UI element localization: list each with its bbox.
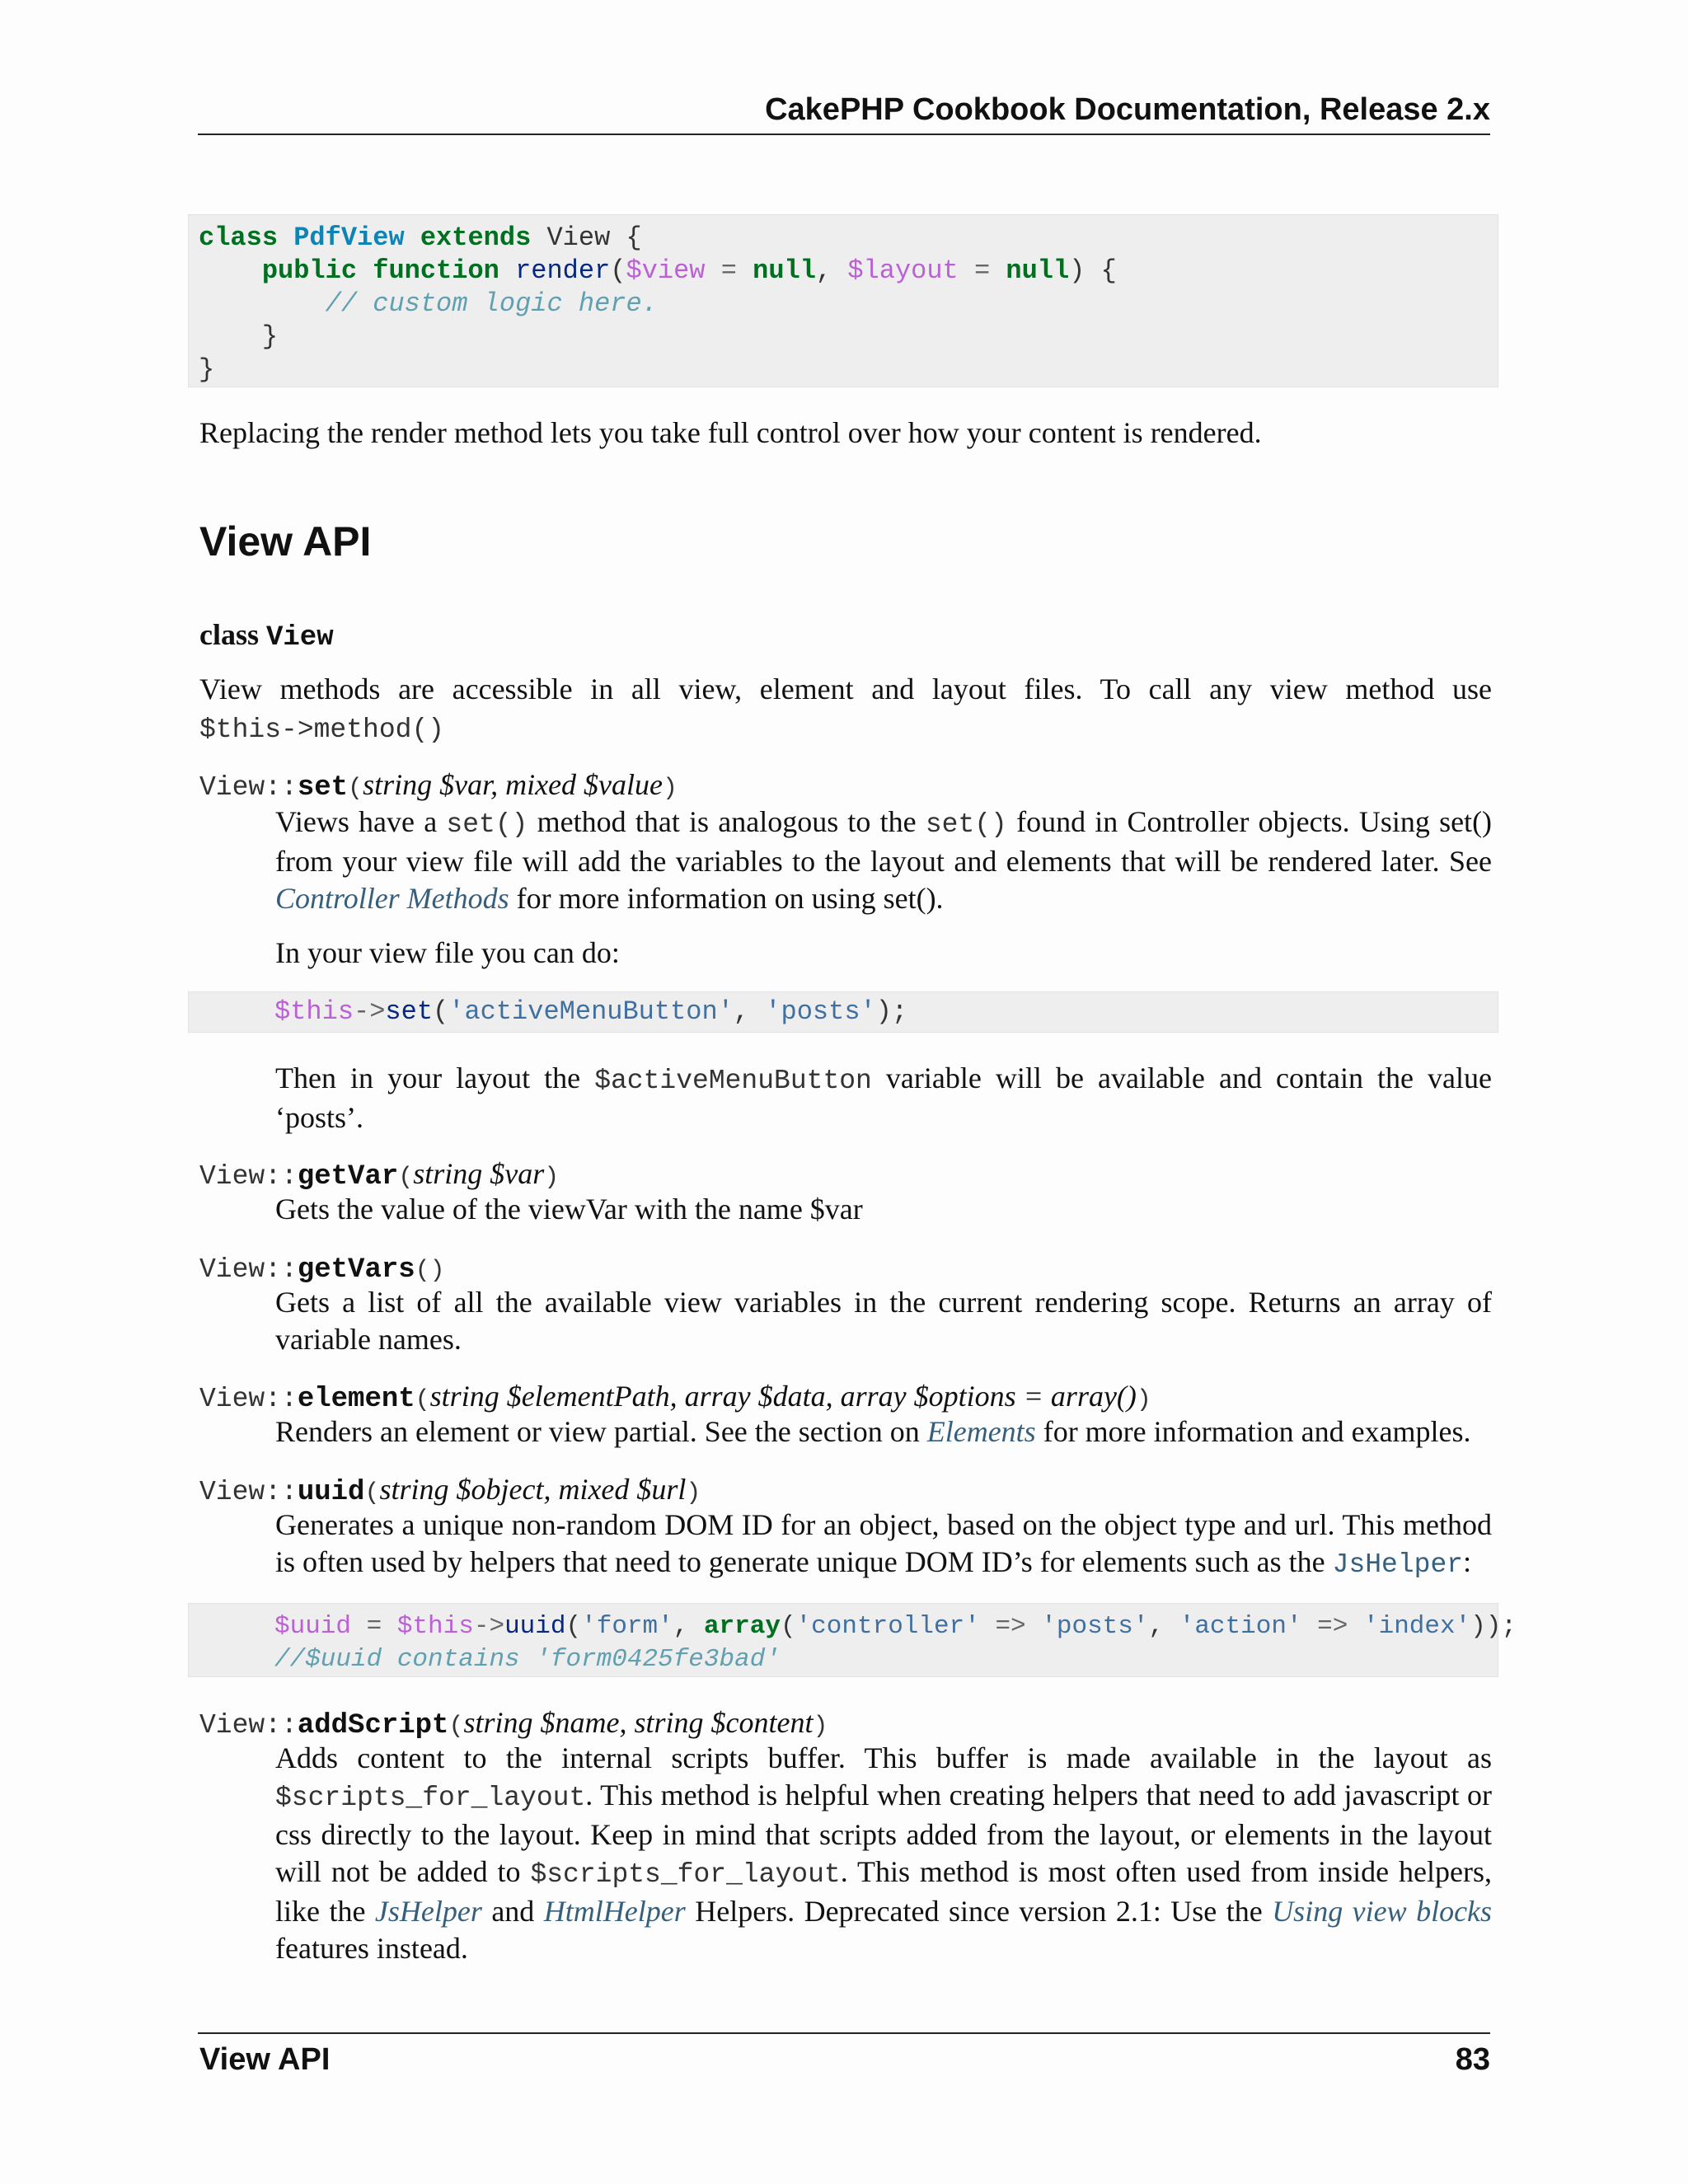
header-rule bbox=[198, 134, 1490, 135]
getvars-description: Gets a list of all the available view variables in the current rendering scope. Returns an array of variable names. bbox=[275, 1286, 1492, 1356]
footer-section-title: View API bbox=[199, 2042, 331, 2077]
paren: ( bbox=[398, 1164, 414, 1192]
code-token: 'controller' bbox=[795, 1612, 980, 1641]
class-prefix: View:: bbox=[199, 1161, 298, 1192]
paren: ( bbox=[415, 1386, 430, 1414]
code-token: $this bbox=[396, 1612, 474, 1641]
text: and bbox=[491, 1895, 535, 1928]
method-args: string $name, string $content bbox=[463, 1706, 814, 1739]
method-name: addScript bbox=[297, 1710, 449, 1741]
code-token: 'activeMenuButton' bbox=[448, 996, 734, 1027]
code-token: ( bbox=[433, 996, 449, 1027]
code-token: = bbox=[366, 1612, 382, 1641]
footer-rule bbox=[198, 2032, 1490, 2034]
element-description bbox=[275, 1413, 1492, 1451]
text: Views have a bbox=[275, 805, 438, 838]
code-token: 'posts' bbox=[765, 996, 876, 1027]
running-header: CakePHP Cookbook Documentation, Release 2.x bbox=[765, 92, 1490, 127]
code-token: ( bbox=[610, 255, 626, 286]
code-token: = bbox=[973, 255, 991, 286]
method-name: element bbox=[297, 1384, 415, 1415]
code-token: null bbox=[753, 255, 816, 286]
code-block-pdfview bbox=[188, 214, 1498, 387]
code-token: ( bbox=[565, 1612, 582, 1641]
code-token: => bbox=[995, 1612, 1026, 1641]
code-token: 'posts' bbox=[1041, 1612, 1149, 1641]
paren: ) bbox=[663, 775, 678, 803]
method-name: getVar bbox=[297, 1161, 399, 1193]
paren: ( bbox=[364, 1479, 380, 1507]
method-name: uuid bbox=[297, 1477, 365, 1508]
class-prefix: View:: bbox=[199, 1384, 298, 1414]
code-token: ); bbox=[875, 996, 908, 1027]
section-title: View API bbox=[199, 518, 372, 565]
code-token: = bbox=[720, 255, 737, 286]
text: Helpers. Deprecated since version 2.1: Use the bbox=[695, 1895, 1263, 1928]
view-methods-code-line bbox=[199, 709, 1492, 748]
set-paragraph-2: In your view file you can do: bbox=[275, 936, 620, 969]
code-token: class bbox=[199, 223, 279, 253]
method-args: string $var, mixed $value bbox=[363, 768, 663, 801]
code-block-set bbox=[188, 991, 1498, 1033]
method-args: string $var bbox=[413, 1157, 545, 1190]
paren: () bbox=[415, 1257, 445, 1285]
inline-code: set() bbox=[925, 809, 1007, 840]
code-token: } bbox=[199, 354, 215, 385]
method-signature-set bbox=[199, 766, 678, 808]
code-token: 'action' bbox=[1179, 1612, 1302, 1641]
code-token: render bbox=[515, 255, 611, 286]
text: variable will be available and contain the value bbox=[885, 1062, 1493, 1094]
text: method that is analogous to the bbox=[537, 805, 917, 838]
code-token: , bbox=[673, 1612, 689, 1641]
code-token: $layout bbox=[847, 255, 959, 286]
jshelper-link[interactable]: JsHelper bbox=[374, 1895, 482, 1928]
class-keyword: class bbox=[199, 618, 259, 651]
uuid-description bbox=[275, 1507, 1492, 1583]
getvar-description: Gets the value of the viewVar with the name $var bbox=[275, 1193, 863, 1226]
code-token: set bbox=[385, 996, 434, 1027]
code-token: -> bbox=[354, 996, 386, 1027]
text: for more information on using set(). bbox=[516, 882, 944, 915]
text: for more information and examples. bbox=[1043, 1415, 1471, 1448]
code-token: -> bbox=[473, 1612, 505, 1641]
code-token: 'index' bbox=[1362, 1612, 1471, 1641]
code-token: View bbox=[546, 223, 611, 253]
addscript-description bbox=[275, 1740, 1492, 1967]
using-view-blocks-link[interactable]: Using view blocks bbox=[1272, 1895, 1493, 1928]
class-prefix: View:: bbox=[199, 1477, 298, 1507]
code-token: , bbox=[815, 255, 832, 286]
code-token: $uuid bbox=[274, 1612, 352, 1641]
text: Then in your layout the bbox=[275, 1062, 581, 1094]
inline-code: $activeMenuButton bbox=[594, 1066, 872, 1096]
text: . This method is helpful when creating helpers that need to add javascript or css directly to the layout. Keep in mind that scripts added from the layout, or elements in the layout will not be added to bbox=[275, 1779, 1492, 1888]
method-name: getVars bbox=[297, 1254, 415, 1286]
code-token: function bbox=[373, 255, 499, 286]
code-comment: // custom logic here. bbox=[325, 288, 658, 319]
class-prefix: View:: bbox=[199, 1254, 298, 1285]
code-token: } bbox=[261, 321, 279, 352]
paren: ( bbox=[448, 1713, 464, 1741]
inline-code: $scripts_for_layout bbox=[530, 1859, 841, 1890]
method-args: string $object, mixed $url bbox=[379, 1473, 687, 1506]
method-name: set bbox=[297, 772, 349, 804]
paren: ( bbox=[348, 775, 363, 803]
view-methods-paragraph bbox=[199, 671, 1492, 708]
paren: ) bbox=[686, 1479, 701, 1507]
class-prefix: View:: bbox=[199, 772, 298, 803]
text: features instead. bbox=[275, 1932, 468, 1965]
code-token: , bbox=[1148, 1612, 1165, 1641]
code-token: $this bbox=[274, 996, 354, 1027]
code-token: ) { bbox=[1069, 255, 1117, 286]
class-prefix: View:: bbox=[199, 1710, 298, 1741]
code-token: public bbox=[261, 255, 358, 286]
text: Renders an element or view partial. See the section on bbox=[275, 1415, 920, 1448]
set-description bbox=[275, 804, 1492, 917]
htmlhelper-link[interactable]: HtmlHelper bbox=[543, 1895, 686, 1928]
set-paragraph-3 bbox=[275, 1060, 1492, 1137]
paren: ) bbox=[544, 1164, 560, 1192]
jshelper-link[interactable]: JsHelper bbox=[1332, 1549, 1464, 1580]
code-block-uuid bbox=[188, 1603, 1517, 1677]
inline-code: set() bbox=[446, 809, 528, 840]
text: : bbox=[1463, 1545, 1472, 1578]
code-token: uuid bbox=[504, 1612, 566, 1641]
inline-code: $this->method() bbox=[199, 715, 445, 745]
elements-link[interactable]: Elements bbox=[926, 1415, 1036, 1448]
code-token: $view bbox=[626, 255, 706, 286]
code-token: => bbox=[1317, 1612, 1348, 1641]
page-number: 83 bbox=[1455, 2042, 1490, 2077]
code-token: )); bbox=[1470, 1612, 1517, 1641]
code-token: ( bbox=[780, 1612, 796, 1641]
class-declaration bbox=[199, 616, 334, 657]
code-token: PdfView bbox=[293, 223, 405, 253]
code-comment: //$uuid contains 'form0425fe3bad' bbox=[274, 1645, 781, 1674]
text: ‘posts’. bbox=[275, 1101, 363, 1134]
class-name: View bbox=[266, 622, 334, 654]
code-token: { bbox=[626, 223, 642, 253]
code-token: extends bbox=[420, 223, 532, 253]
code-token: , bbox=[733, 996, 750, 1027]
code-token: null bbox=[1006, 255, 1070, 286]
method-args: string $elementPath, array $data, array $options = array() bbox=[429, 1380, 1137, 1413]
code-token: array bbox=[703, 1612, 781, 1641]
text: Generates a unique non-random DOM ID for an object, based on the object type and url. This method is often used by helpers that need to generate unique DOM ID’s for elements such as the bbox=[275, 1508, 1492, 1578]
inline-code: $scripts_for_layout bbox=[275, 1783, 586, 1813]
view-methods-text: View methods are accessible in all view, element and layout files. To call any view method use bbox=[199, 673, 1492, 705]
intro-paragraph: Replacing the render method lets you take full control over how your content is rendered. bbox=[199, 416, 1262, 449]
code-token: 'form' bbox=[581, 1612, 673, 1641]
paren: ) bbox=[1136, 1386, 1151, 1414]
text: . This method is most often used from inside helpers, like the bbox=[275, 1855, 1493, 1928]
text: found in Controller objects. Using set() from your view file will add the variables to the layout and elements that will be rendered later. See bbox=[275, 805, 1493, 878]
text: Adds content to the internal scripts buffer. This buffer is made available in the layout as bbox=[275, 1741, 1492, 1774]
controller-methods-link[interactable]: Controller Methods bbox=[275, 882, 509, 915]
paren: ) bbox=[813, 1713, 828, 1741]
